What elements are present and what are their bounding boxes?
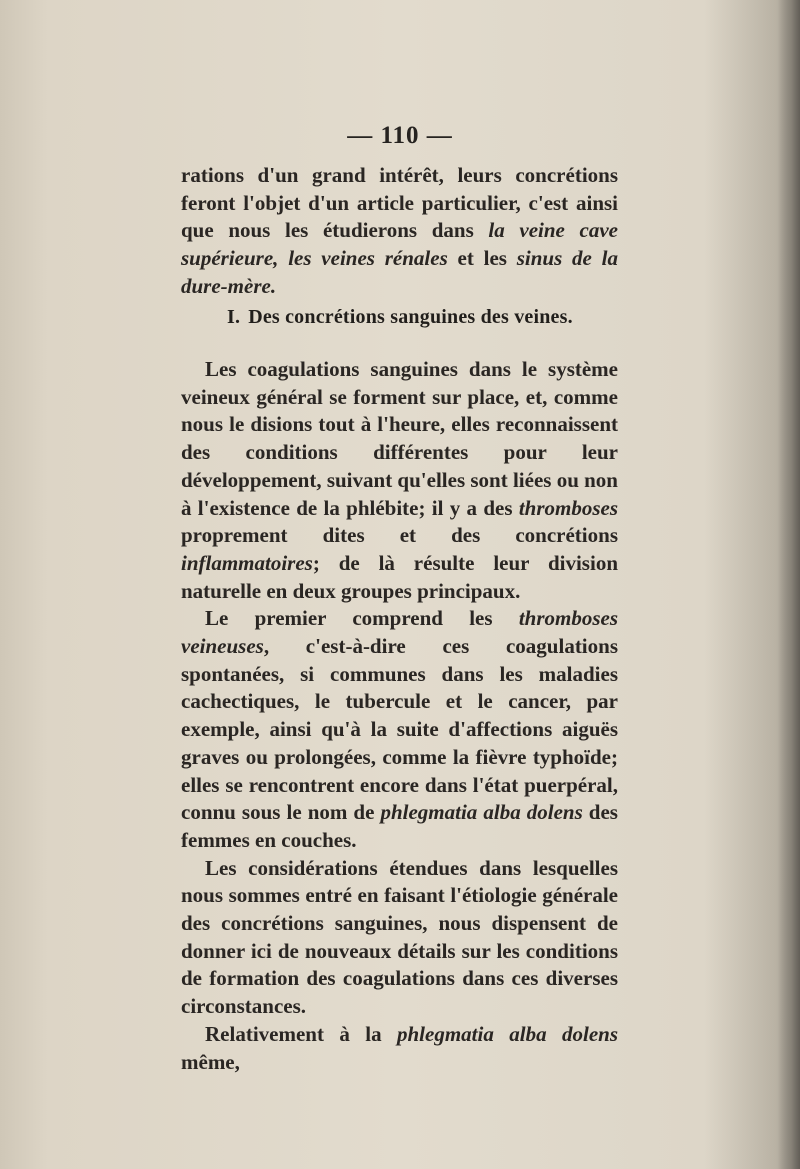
p2-text-3: des femmes en couches. — [181, 800, 618, 852]
paragraph-1 — [181, 356, 618, 605]
page-edge-shadow — [778, 0, 800, 1169]
intro-part2: et les — [447, 246, 517, 271]
intro-italic2: sinus de la dure-mère. — [181, 246, 618, 298]
p4-text-2: même, — [181, 1049, 240, 1074]
paragraph-3 — [181, 855, 618, 1021]
section-title: Des concrétions sanguines des veines. — [248, 306, 573, 328]
p2-text-1: Le premier comprend les — [205, 606, 519, 631]
p2-text-2: , c'est-à-dire ces coagulations spontanées, si communes dans les maladies cachectiques, le tubercule et le cancer, par exemple, ainsi qu'à la suite d'affections aiguës graves ou prolongées, comme la fièvre typhoïde; elles se rencontrent encore dans l'état puerpéral, connu sous le nom de — [181, 634, 618, 825]
p1-text-2: proprement dites et des concrétions — [181, 523, 618, 548]
paragraph-2 — [181, 605, 618, 854]
section-heading — [227, 306, 573, 329]
p1-text-3: ; de là résulte leur division naturelle en deux groupes principaux. — [181, 550, 618, 603]
intro-text — [181, 162, 618, 301]
paragraph-4 — [181, 1021, 618, 1076]
p1-italic-2: inflammatoires — [181, 550, 313, 575]
p4-italic-1: phlegmatia alba dolens — [397, 1021, 618, 1046]
intro-paragraph — [181, 162, 618, 301]
p2-italic-2: phlegmatia alba dolens — [380, 800, 583, 825]
p3-text-1: Les considérations étendues dans lesquelles nous sommes entré en faisant l'étiologie générale des concrétions sanguines, nous dispensent de donner ici de nouveaux détails sur les conditions de formation des coagulations dans ces diverses circonstances. — [181, 855, 618, 1019]
p2-italic-1: thromboses veineuses — [181, 606, 618, 659]
intro-part1: rations d'un grand intérêt, leurs concrétions feront l'objet d'un article particulier, c'est ainsi que nous les étudierons dans — [181, 163, 618, 243]
p1-italic-1: thromboses — [518, 495, 618, 520]
page-number: — 110 — — [347, 122, 453, 149]
p4-text-1: Relativement à la — [205, 1021, 397, 1046]
body-text — [181, 356, 618, 1076]
intro-italic1: la veine cave supérieure, les veines rénales — [181, 218, 618, 271]
p1-text-1: Les coagulations sanguines dans le système veineux général se forment sur place, et, comme nous le disions tout à l'heure, elles reconnaissent des conditions différentes pour leur développement, suivant qu'elles sont liées ou non à l'existence de la phlébite; il y a des — [181, 357, 618, 520]
section-number: I. — [227, 306, 241, 328]
